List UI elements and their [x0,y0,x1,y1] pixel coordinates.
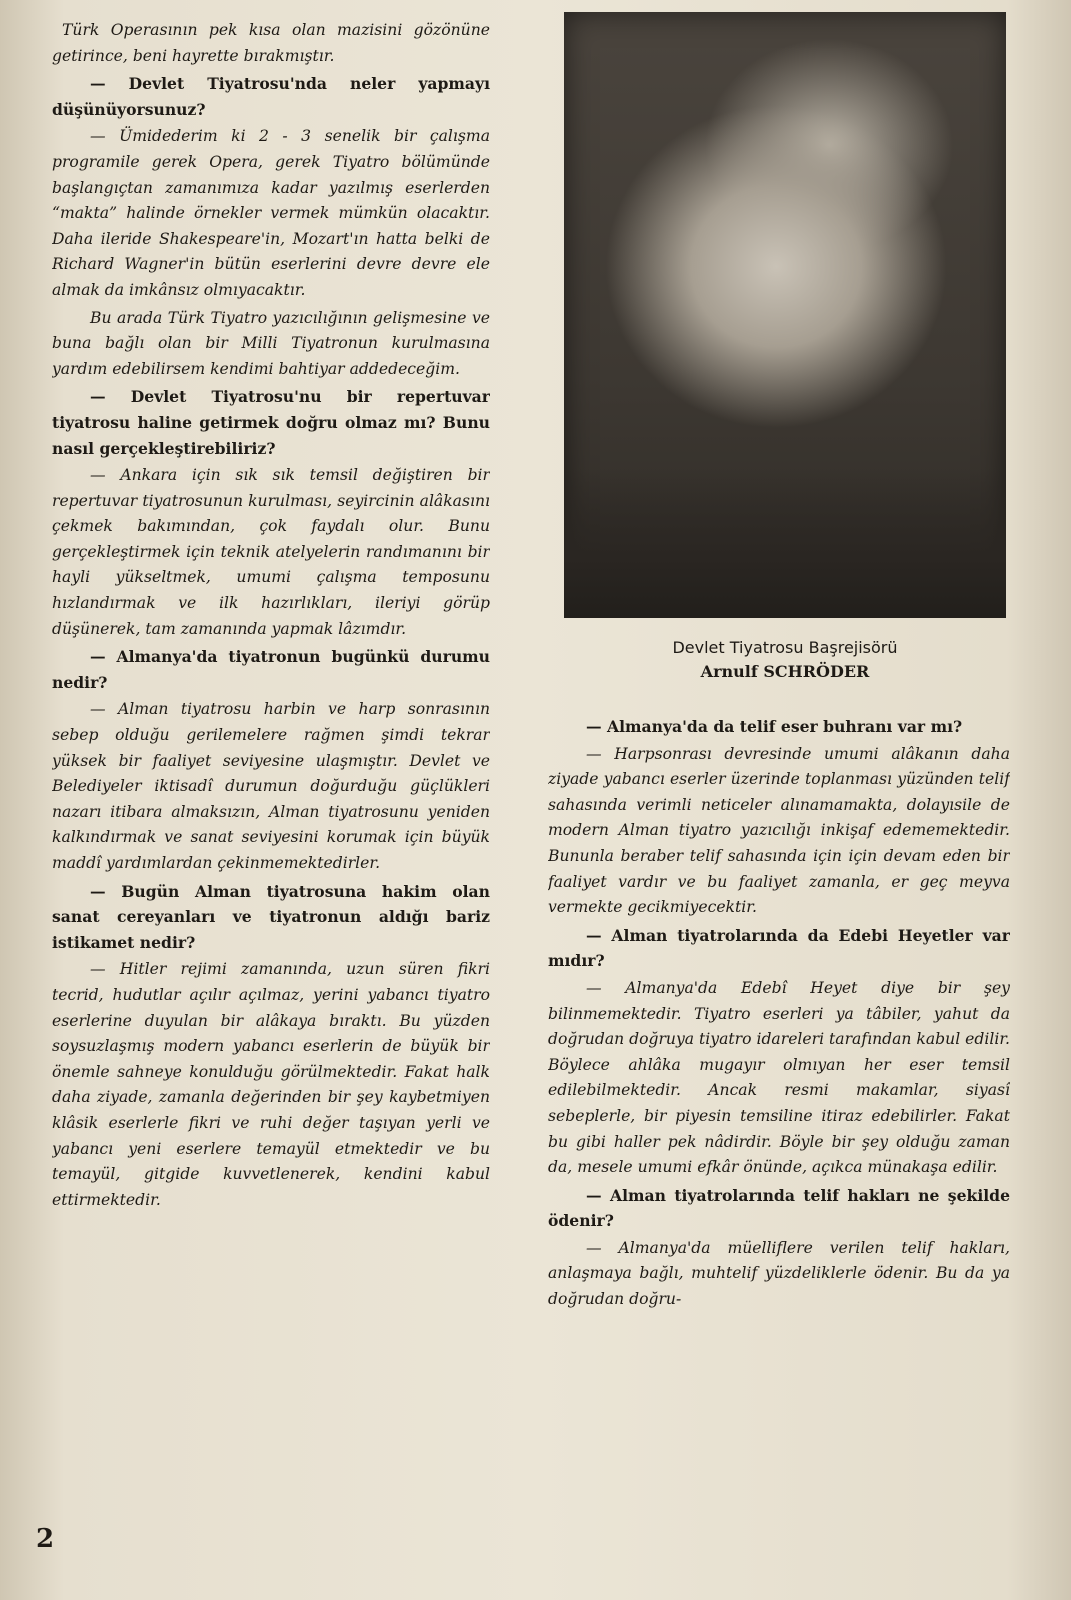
question-paragraph: — Devlet Tiyatrosu'nu bir repertuvar tiyatrosu haline getirmek doğru olmaz mı? Bunu nasıl gerçekleştirebiliriz? [52,387,490,458]
left-column [52,18,490,1518]
caption-name: Arnulf SCHRÖDER [700,662,870,681]
photo-caption [564,636,1006,684]
question-paragraph: — Alman tiyatrolarında da Edebi Heyetler var mıdır? [548,925,1010,971]
question-paragraph: — Bugün Alman tiyatrosuna hakim olan sanat cereyanları ve tiyatronun aldığı bariz istikamet nedir? [52,881,490,952]
answer-paragraph: — Harpsonrası devresinde umumi alâkanın daha ziyade yabancı eserler üzerinde toplanması yüzünden telif sahasında verimli neticeler alınamamakta, dolayısile de modern Alman tiyatro yazıcılığı inkişaf edememektedir. Bununla beraber telif sahasında için için devam eden bir faaliyet vardır ve bu faaliyet zamanla, er geç meyva vermekte gecikmiyecektir. [548,744,1010,917]
right-column [548,714,1010,1534]
answer-paragraph: — Ümidederim ki 2 - 3 senelik bir çalışma programile gerek Opera, gerek Tiyatro bölümünde başlangıçtan zamanımıza kadar yazılmış eserlerden “makta” halinde örnekler vermek mümkün olacaktır. Daha ileride Shakespeare'in, Mozart'ın hatta belki de Richard Wagner'in bütün eserlerini devre devre ele almak da imkânsız olmıyacaktır. [52,127,490,299]
paragraph: Türk Operasının pek kısa olan mazisini gözönüne getirince, beni hayrette bırakmıştır. [52,21,490,65]
answer-paragraph: — Hitler rejimi zamanında, uzun süren fikri tecrid, hudutlar açılır açılmaz, yerini yabancı tiyatro eserlerine duyulan bir alâkaya bıraktı. Bu yüzden soysuzlaşmış modern yabancı eserlerin de büyük bir önemle sahneye konulduğu görülmektedir. Fakat halk daha ziyade, zamanla değerinden bir şey kaybetmiyen klâsik eserlerle fikri ve ruhi değer taşıyan yerli ve yabancı yeni eserlere temayül etmektedir ve bu temayül, gitgide kuvvetlenerek, kendini kabul ettirmektedir. [52,960,490,1209]
question-paragraph: — Almanya'da da telif eser buhranı var mı? [586,717,963,736]
answer-paragraph: — Almanya'da Edebî Heyet diye bir şey bilinmemektedir. Tiyatro eserleri ya tâbiler, yahut da doğrudan doğruya tiyatro idareleri tarafından kabul edilir. Böylece ahlâka mugayır olmıyan her eser temsil edilebilmektedir. Ancak resmi makamlar, siyasî sebeplerle, bir piyesin temsiline itiraz edebilirler. Fakat bu gibi haller pek nâdirdir. Böyle bir şey olduğu zaman da, mesele umumi efkâr önünde, açıkca münakaşa edilir. [548,978,1010,1177]
caption-title: Devlet Tiyatrosu Başrejisörü [672,638,898,657]
answer-paragraph: — Ankara için sık sık temsil değiştiren bir repertuvar tiyatrosunun kurulması, seyircinin alâkasını çekmek bakımından, çok faydalı olur. Bunu gerçekleştirmek için teknik atelyelerin randımanını bir hayli yükseltmek, umumi çalışma temposunu hızlandırmak ve ilk hazırlıkları, ileriyi görüp düşünerek, tam zamanında yapmak lâzımdır. [52,466,490,638]
question-paragraph: — Alman tiyatrolarında telif hakları ne şekilde ödenir? [548,1185,1010,1231]
photo-shadow [564,468,1006,618]
answer-paragraph: Bu arada Türk Tiyatro yazıcılığının gelişmesine ve buna bağlı olan bir Milli Tiyatronun kurulmasına yardım edebilirsem kendimi bahtiyar addedeceğim. [52,308,490,378]
question-paragraph: — Devlet Tiyatrosu'nda neler yapmayı düşünüyorsunuz? [52,74,490,119]
page-number: 2 [36,1524,55,1554]
question-paragraph: — Almanya'da tiyatronun bugünkü durumu nedir? [52,647,490,692]
portrait-photo [564,12,1006,618]
answer-paragraph: — Almanya'da müelliflere verilen telif hakları, anlaşmaya bağlı, muhtelif yüzdeliklerle ödenir. Bu da ya doğrudan doğru- [548,1238,1010,1309]
answer-paragraph: — Alman tiyatrosu harbin ve harp sonrasının sebep olduğu gerilemelere rağmen şimdi tekrar yüksek bir faaliyet seviyesine ulaşmıştır. Devlet ve Belediyeler iktisadî durumun doğurduğu güçlükleri nazarı itibara almaksızın, Alman tiyatrosunu yeniden kalkındırmak ve sanat seviyesini korumak için büyük maddî yardımlardan çekinmemektedirler. [52,700,490,872]
